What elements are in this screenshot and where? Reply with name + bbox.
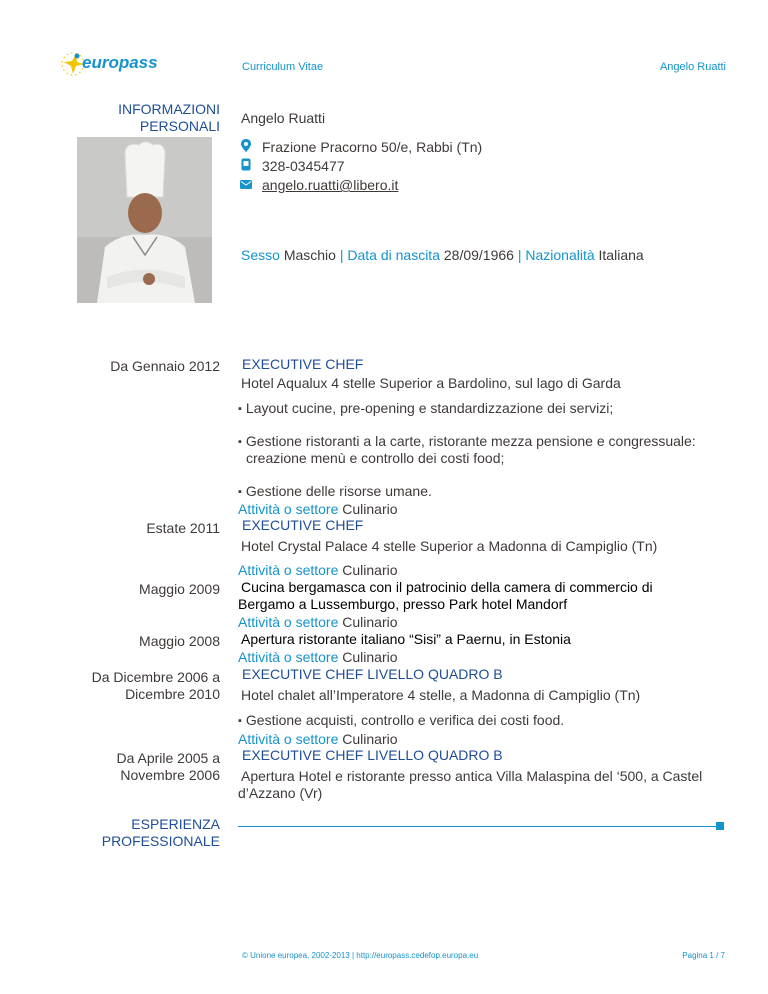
separator-2: |	[517, 247, 522, 263]
section-divider	[238, 826, 718, 827]
exp2-role: EXECUTIVE CHEF	[242, 517, 364, 533]
exp3-place-2: Bergamo a Lussemburgo, presso Park hotel Mandorf	[238, 596, 568, 612]
personal-meta-line	[241, 247, 644, 264]
experience-section-label: ESPERIENZA PROFESSIONALE	[101, 816, 220, 849]
exp6-place-2: d’Azzano (Vr)	[238, 785, 323, 801]
sex-value: Maschio	[283, 247, 336, 263]
exp4-date: Maggio 2008	[139, 633, 220, 649]
personal-info-section-label: INFORMAZIONI PERSONALI	[118, 101, 220, 134]
exp4-sector: Attività o settore Culinario	[238, 649, 398, 665]
separator-1: |	[339, 247, 344, 263]
email-icon	[240, 180, 252, 189]
sex-label: Sesso	[241, 247, 280, 263]
exp4-place: Apertura ristorante italiano “Sisi” a Paernu, in Estonia	[241, 631, 571, 647]
exp5-bullet-1: ▪ Gestione acquisti, controllo e verifica dei costi food.	[238, 712, 564, 731]
birth-label: Data di nascita	[347, 247, 440, 263]
section-divider-end-marker	[716, 822, 724, 830]
footer-page-number: Pagina 1 / 7	[682, 951, 725, 960]
exp2-date: Estate 2011	[146, 520, 220, 536]
exp5-date: Da Dicembre 2006 a Dicembre 2010	[91, 669, 220, 702]
exp1-bullet-2-cont: creazione menù e controllo dei costi food;	[246, 450, 505, 466]
birth-value: 28/09/1966	[443, 247, 514, 263]
europass-logo	[58, 50, 168, 78]
address-text: Frazione Pracorno 50/e, Rabbi (Tn)	[262, 139, 483, 155]
header-doc-title: Curriculum Vitae	[242, 61, 324, 73]
phone-text: 328-0345477	[262, 158, 345, 174]
phone-icon	[241, 158, 251, 171]
logo-suffix: pass	[118, 53, 158, 72]
exp5-sector: Attività o settore Culinario	[238, 731, 398, 747]
profile-photo	[77, 137, 212, 303]
location-pin-icon	[241, 139, 251, 152]
footer-copyright: © Unione europea, 2002-2013 | http://europass.cedefop.europa.eu	[242, 951, 479, 960]
exp6-date: Da Aprile 2005 a Novembre 2006	[116, 750, 220, 783]
logo-prefix: euro	[82, 53, 119, 72]
email-anchor[interactable]: angelo.ruatti@libero.it	[262, 177, 399, 193]
exp2-place: Hotel Crystal Palace 4 stelle Superior a Madonna di Campiglio (Tn)	[241, 538, 658, 554]
exp3-sector: Attività o settore Culinario	[238, 614, 398, 630]
nationality-value: Italiana	[598, 247, 644, 263]
header-name: Angelo Ruatti	[659, 61, 726, 73]
exp1-date: Da Gennaio 2012	[110, 358, 220, 374]
email-link[interactable]	[262, 177, 398, 194]
exp1-bullet-3: ▪ Gestione delle risorse umane.	[238, 483, 432, 502]
exp5-role: EXECUTIVE CHEF LIVELLO QUADRO B	[242, 666, 503, 682]
exp6-role: EXECUTIVE CHEF LIVELLO QUADRO B	[242, 747, 503, 763]
exp1-bullet-1: ▪ Layout cucine, pre-opening e standardizzazione dei servizi;	[238, 400, 613, 419]
exp1-sector: Attività o settore Culinario	[238, 501, 398, 517]
exp1-bullet-2: ▪ Gestione ristoranti a la carte, ristorante mezza pensione e congressuale:	[238, 433, 696, 452]
nationality-label: Nazionalità	[525, 247, 595, 263]
exp1-place: Hotel Aqualux 4 stelle Superior a Bardolino, sul lago di Garda	[241, 375, 621, 391]
exp5-place: Hotel chalet all’Imperatore 4 stelle, a Madonna di Campiglio (Tn)	[241, 687, 641, 703]
personal-name: Angelo Ruatti	[241, 110, 326, 126]
exp3-date: Maggio 2009	[139, 581, 220, 597]
exp3-place-1: Cucina bergamasca con il patrocinio della camera di commercio di	[241, 579, 653, 595]
exp1-role: EXECUTIVE CHEF	[242, 356, 364, 372]
exp6-place-1: Apertura Hotel e ristorante presso antica Villa Malaspina del ‘500, a Castel	[241, 768, 703, 784]
exp2-sector: Attività o settore Culinario	[238, 562, 398, 578]
